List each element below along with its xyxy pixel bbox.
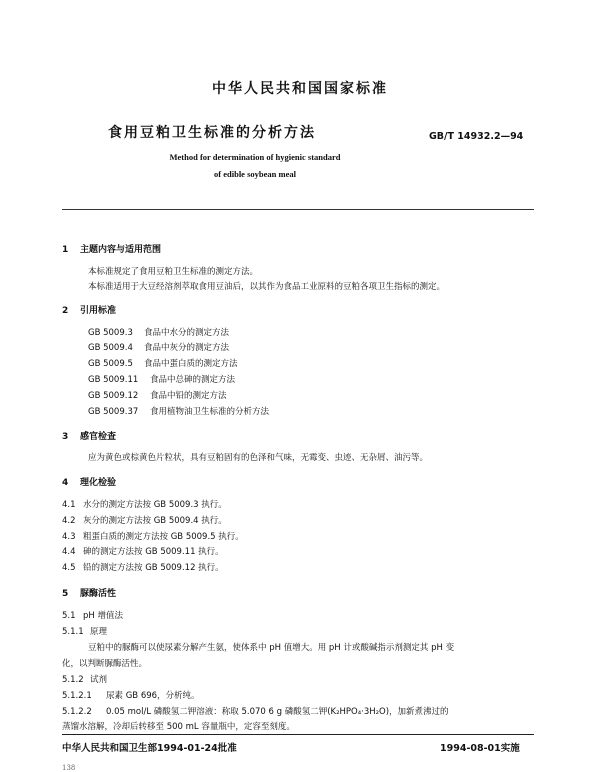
clause-5-1-1: [62, 625, 107, 637]
reference-item: [88, 405, 269, 417]
reference-name: 食品中铅的测定方法: [150, 391, 227, 401]
reference-code: GB 5009.12: [88, 391, 139, 401]
document-title-en-line1: Method for determination of hygienic standard: [169, 152, 341, 162]
clause-number: 4.3: [62, 532, 76, 542]
section-title: 感官检查: [80, 432, 117, 442]
page-number: 138: [62, 764, 76, 772]
section-title: 主题内容与适用范围: [80, 245, 162, 255]
reference-code: GB 5009.4: [88, 343, 133, 353]
standard-code: GB/T 14932.2—94: [429, 131, 524, 142]
clause-number: 5.1.1: [62, 627, 84, 637]
reference-code: GB 5009.11: [88, 375, 139, 385]
clause-text: 尿素 GB 696，分析纯。: [106, 691, 200, 701]
reference-name: 食品中灰分的测定方法: [144, 343, 230, 353]
clause-number: 5.1.2.1: [62, 691, 92, 701]
paragraph: 应为黄色或棕黄色片粒状，具有豆粕固有的色泽和气味，无霉变、虫迹、无杂屑、油污等。: [88, 453, 429, 463]
reference-name: 食品中水分的测定方法: [144, 328, 230, 338]
clause-number: 4.1: [62, 500, 76, 510]
section-title: 理化检验: [80, 478, 117, 488]
section-3-heading: [62, 429, 116, 442]
section-title: 脲酶活性: [80, 589, 117, 599]
section-title: 引用标准: [80, 306, 117, 316]
header-divider: [62, 209, 534, 210]
clause-text: 灰分的测定方法按 GB 5009.4 执行。: [83, 516, 227, 526]
reference-item: [88, 373, 235, 385]
clause-5-1-2: [62, 673, 107, 685]
clause-text: 0.05 mol/L 磷酸氢二钾溶液：称取 5.070 6 g 磷酸氢二钾(K₂HPO₄·3H₂O)，加新煮沸过的: [106, 707, 449, 717]
reference-code: GB 5009.3: [88, 328, 133, 338]
reference-name: 食品中总砷的测定方法: [150, 375, 236, 385]
approval-line: 中华人民共和国卫生部1994-01-24批准: [62, 743, 237, 754]
section-number: 1: [62, 245, 69, 255]
reference-code: GB 5009.5: [88, 359, 133, 369]
clause-item: [62, 514, 227, 526]
reference-name: 食用植物油卫生标准的分析方法: [150, 407, 270, 417]
clause-item: [62, 561, 224, 573]
clause-5-1-2-2: [62, 705, 449, 717]
reference-code: GB 5009.37: [88, 407, 139, 417]
clause-text: 水分的测定方法按 GB 5009.3 执行。: [83, 500, 227, 510]
clause-number: 5.1.2: [62, 675, 84, 685]
clause-text: 粗蛋白质的测定方法按 GB 5009.5 执行。: [83, 532, 244, 542]
clause-item: [62, 498, 227, 510]
section-number: 3: [62, 432, 69, 442]
reference-item: [88, 326, 229, 338]
section-number: 4: [62, 478, 69, 488]
section-1-heading: [62, 242, 161, 255]
reference-item: [88, 341, 229, 353]
clause-text: 原理: [90, 627, 108, 637]
clause-text: 试剂: [90, 675, 108, 685]
clause-text: 铅的测定方法按 GB 5009.12 执行。: [83, 563, 224, 573]
clause-number: 4.2: [62, 516, 76, 526]
paragraph: 本标准规定了食用豆粕卫生标准的测定方法。: [88, 267, 259, 277]
reference-item: [88, 357, 238, 369]
clause-number: 4.5: [62, 563, 76, 573]
national-standard-heading: 中华人民共和国国家标准: [212, 81, 388, 97]
paragraph: 化，以判断脲酶活性。: [62, 659, 148, 669]
section-number: 2: [62, 306, 69, 316]
clause-number: 4.4: [62, 547, 76, 557]
section-4-heading: [62, 475, 116, 488]
section-number: 5: [62, 589, 69, 599]
clause-number: 5.1.2.2: [62, 707, 92, 717]
clause-item: [62, 545, 224, 557]
footer-divider: [62, 734, 534, 735]
clause-number: 5.1: [62, 611, 76, 621]
document-title-en-line2: of edible soybean meal: [214, 169, 296, 179]
paragraph: 本标准适用于大豆经溶剂萃取食用豆油后，以其作为食品工业原料的豆粕各项卫生指标的测定。: [88, 282, 446, 292]
clause-text: pH 增值法: [83, 611, 123, 621]
reference-item: [88, 389, 227, 401]
clause-text: 砷的测定方法按 GB 5009.11 执行。: [83, 547, 224, 557]
section-2-heading: [62, 303, 116, 316]
section-5-heading: [62, 586, 116, 599]
clause-5-1-2-1: [62, 689, 200, 701]
paragraph: 豆粕中的脲酶可以使尿素分解产生氨，使体系中 pH 值增大。用 pH 计或酸碱指示剂测定其 pH 变: [88, 643, 455, 653]
document-title-cn: 食用豆粕卫生标准的分析方法: [108, 125, 316, 141]
reference-name: 食品中蛋白质的测定方法: [144, 359, 238, 369]
paragraph: 蒸馏水溶解，冷却后转移至 500 mL 容量瓶中，定容至刻度。: [62, 722, 295, 732]
implementation-date: 1994-08-01实施: [440, 743, 520, 754]
clause-5-1: [62, 609, 123, 621]
clause-item: [62, 530, 244, 542]
